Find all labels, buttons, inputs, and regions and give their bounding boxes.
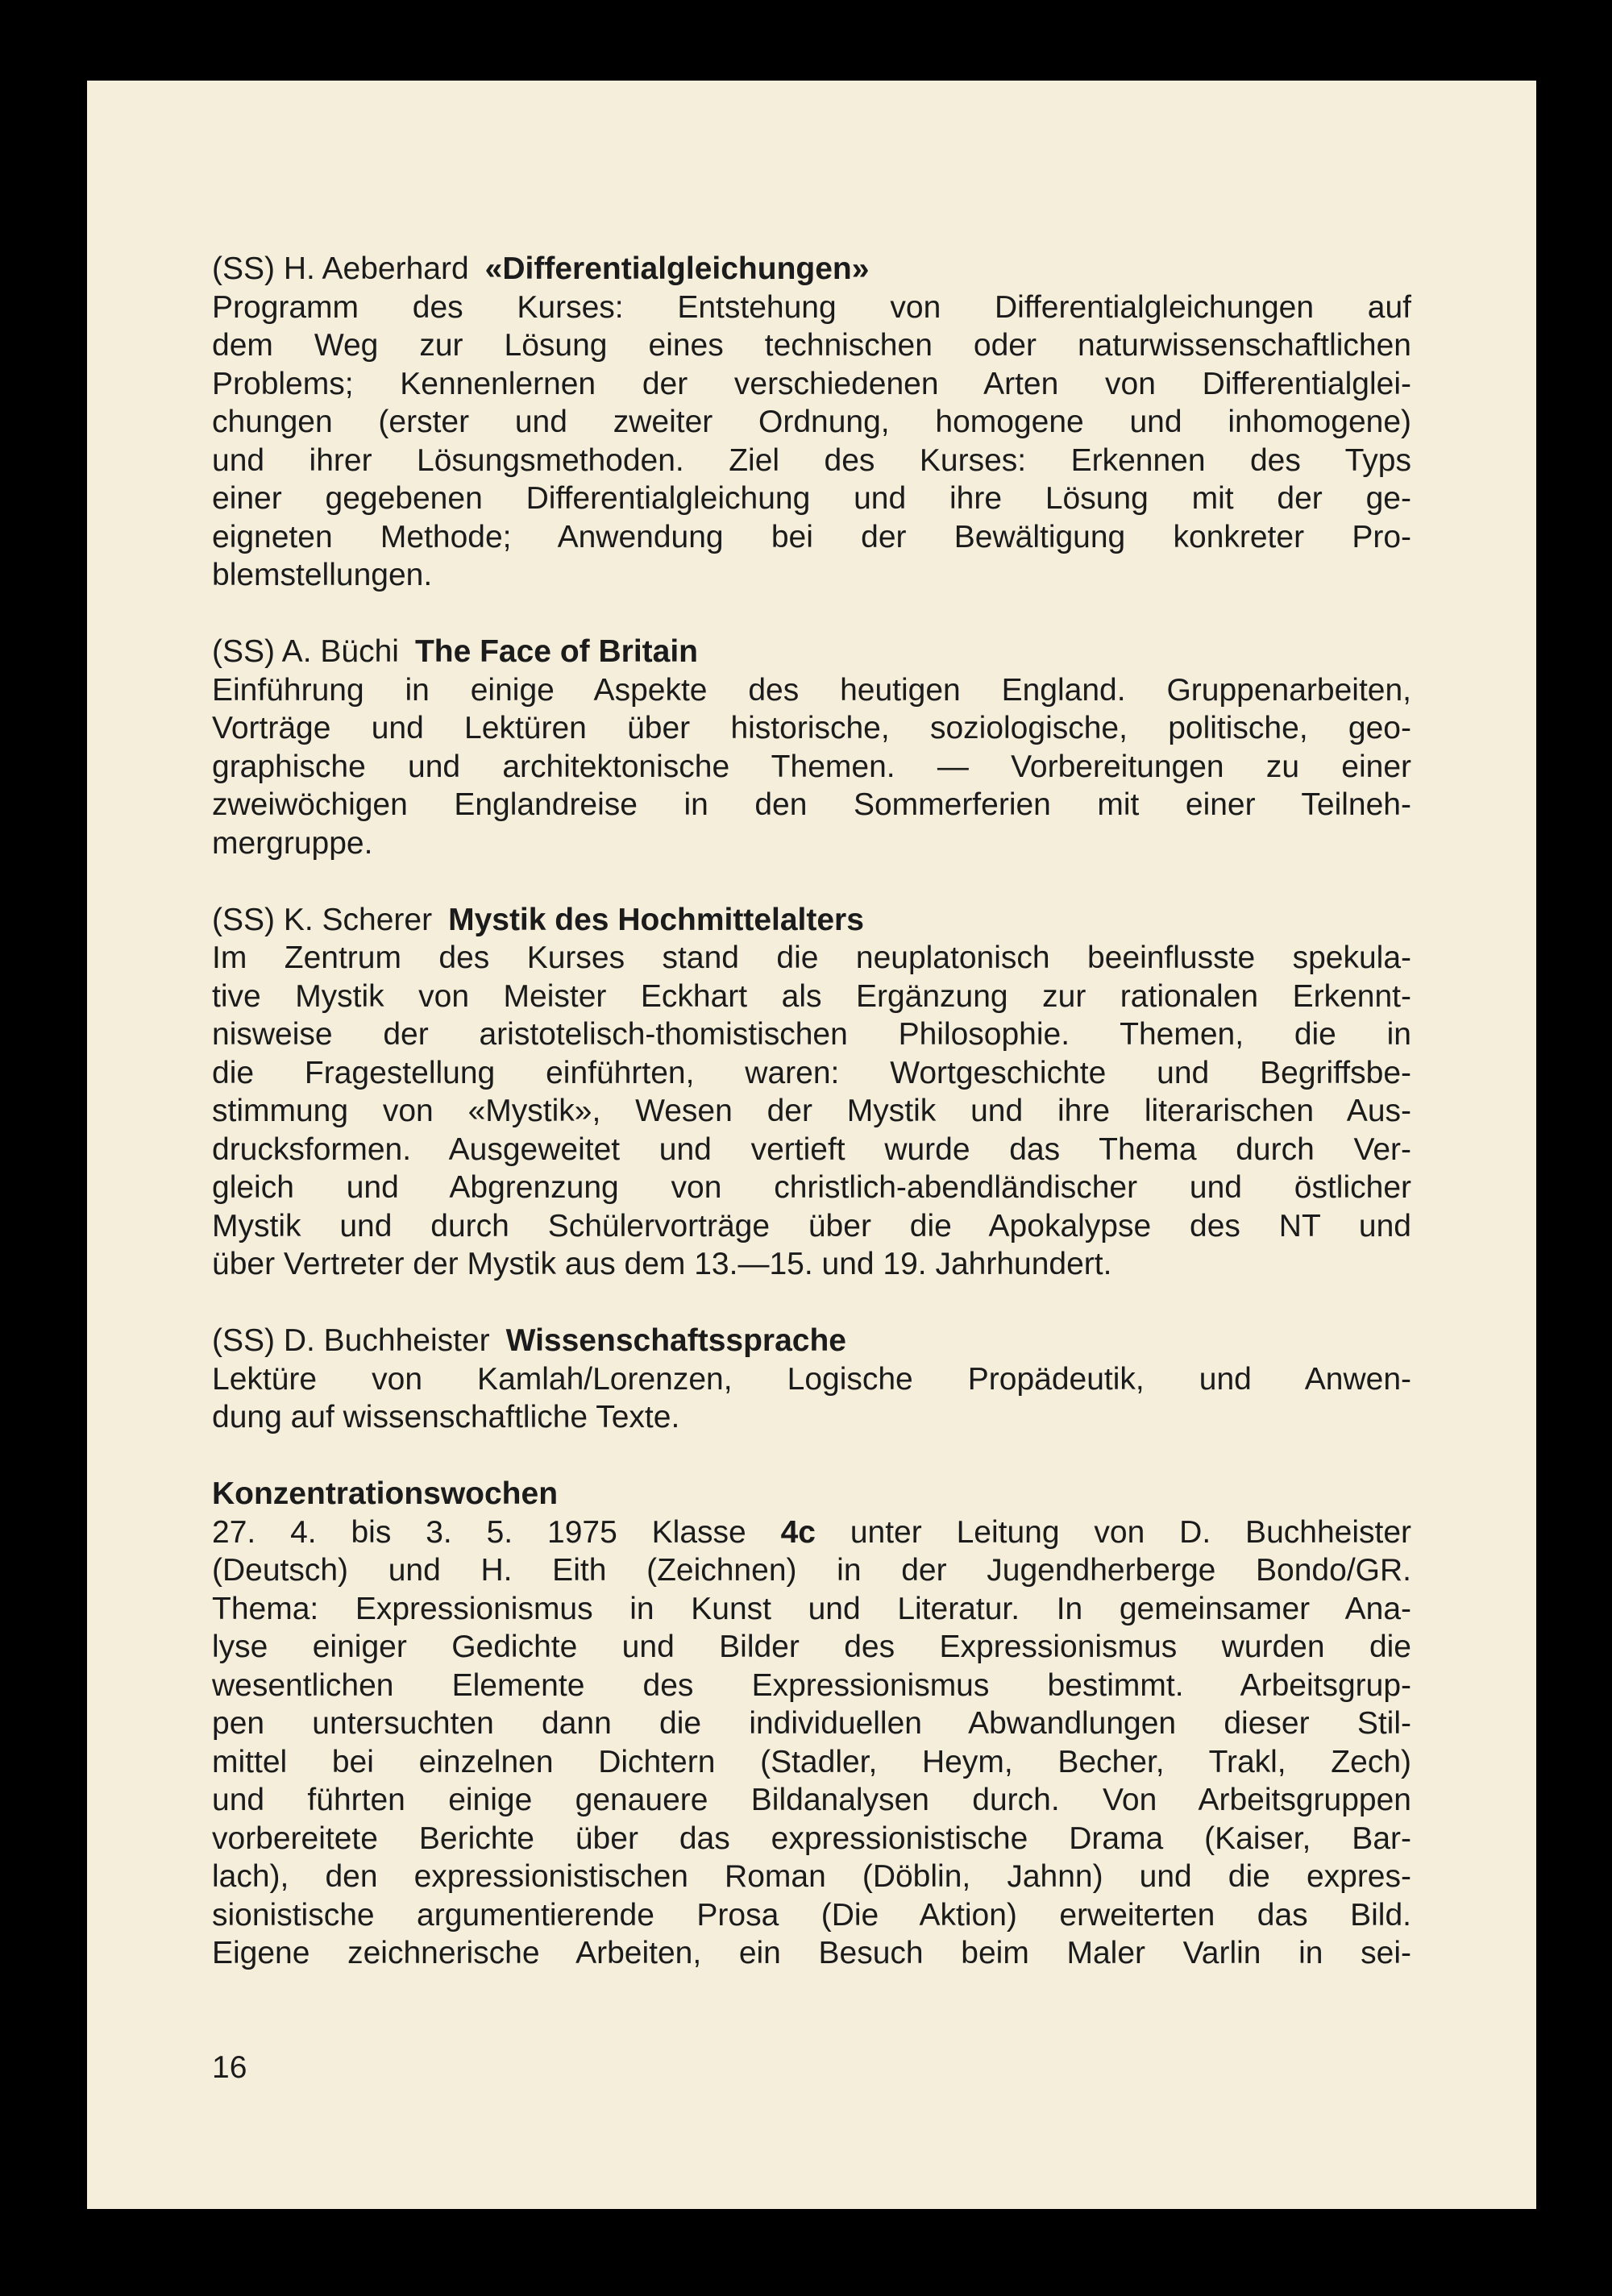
concentration-description [212, 1513, 1411, 1973]
text-line: chungen (erster und zweiter Ordnung, homogene und inhomogene) [212, 405, 1411, 439]
text-line: Problems; Kennenlernen der verschiedenen Arten von Differentialglei- [212, 366, 1411, 401]
course-header [212, 250, 1411, 289]
course-description [212, 289, 1411, 595]
section-heading: Konzentrationswochen [212, 1476, 559, 1511]
text-line: einer gegebenen Differentialgleichung und ihre Lösung mit der ge- [212, 481, 1411, 516]
text-line: tive Mystik von Meister Eckhart als Ergänzung zur rationalen Erkennt- [212, 978, 1411, 1014]
concentration-weeks-section [212, 1475, 1411, 1973]
course-title: Mystik des Hochmittelalters [448, 902, 864, 937]
course-header [212, 1322, 1411, 1360]
text-line-with-class [212, 1513, 1411, 1552]
text-line: lach), den expressionistischen Roman (Döblin, Jahnn) und die expres- [212, 1859, 1411, 1894]
text-line: zweiwöchigen Englandreise in den Sommerferien mit einer Teilneh- [212, 787, 1411, 822]
course-header [212, 901, 1411, 940]
course-section-mystik [212, 901, 1411, 1284]
text-line: Im Zentrum des Kurses stand die neuplatonisch beeinflusste spekula- [212, 940, 1411, 975]
course-section-differentialgleichungen [212, 250, 1411, 595]
course-teacher: (SS) D. Buchheister [212, 1323, 490, 1358]
text-line: lyse einiger Gedichte und Bilder des Expressionismus wurden die [212, 1630, 1411, 1664]
text-line: gleich und Abgrenzung von christlich-abendländischer und östlicher [212, 1170, 1411, 1205]
text-line: Thema: Expressionismus in Kunst und Literatur. In gemeinsamer Ana- [212, 1591, 1411, 1626]
text-line: blemstellungen. [212, 558, 433, 592]
course-description [212, 671, 1411, 863]
text-fragment: unter Leitung von D. Buchheister [815, 1514, 1412, 1550]
text-line: stimmung von «Mystik», Wesen der Mystik und ihre literarischen Aus- [212, 1094, 1411, 1128]
text-fragment: 27. 4. bis 3. 5. 1975 Klasse [212, 1514, 781, 1550]
text-line: Lektüre von Kamlah/Lorenzen, Logische Propädeutik, und Anwen- [212, 1361, 1411, 1397]
text-line: Mystik und durch Schülervorträge über die Apokalypse des NT und [212, 1208, 1411, 1243]
course-teacher: (SS) H. Aeberhard [212, 251, 469, 286]
course-title: Wissenschaftssprache [505, 1323, 846, 1358]
course-title: The Face of Britain [414, 634, 698, 669]
text-line: dung auf wissenschaftliche Texte. [212, 1400, 680, 1434]
text-line: sionistische argumentierende Prosa (Die Aktion) erweiterten das Bild. [212, 1897, 1411, 1933]
text-line: mittel bei einzelnen Dichtern (Stadler, Heym, Becher, Trakl, Zech) [212, 1744, 1411, 1779]
text-line: dem Weg zur Lösung eines technischen oder naturwissenschaftlichen [212, 328, 1411, 363]
text-line: die Fragestellung einführten, waren: Wortgeschichte und Begriffsbe- [212, 1055, 1411, 1090]
text-line: (Deutsch) und H. Eith (Zeichnen) in der Jugendherberge Bondo/GR. [212, 1553, 1411, 1588]
page-content [212, 250, 1411, 2011]
text-line: mergruppe. [212, 825, 373, 861]
page-number: 16 [212, 2050, 247, 2085]
text-line: und ihrer Lösungsmethoden. Ziel des Kurses: Erkennen des Typs [212, 442, 1411, 478]
course-header [212, 633, 1411, 671]
text-line: Eigene zeichnerische Arbeiten, ein Besuch beim Maler Varlin in sei- [212, 1936, 1411, 1970]
course-description [212, 939, 1411, 1284]
course-section-wissenschaftssprache [212, 1322, 1411, 1437]
course-title: «Differentialgleichungen» [484, 251, 870, 286]
text-line: Vorträge und Lektüren über historische, soziologische, politische, geo- [212, 711, 1411, 745]
course-teacher: (SS) K. Scherer [212, 902, 433, 937]
text-line: eigneten Methode; Anwendung bei der Bewältigung konkreter Pro- [212, 519, 1411, 554]
text-line: Programm des Kurses: Entstehung von Differentialgleichungen auf [212, 289, 1411, 325]
text-line: drucksformen. Ausgeweitet und vertieft wurde das Thema durch Ver- [212, 1131, 1411, 1167]
document-page [87, 81, 1536, 2209]
text-line: nisweise der aristotelisch-thomistischen Philosophie. Themen, die in [212, 1017, 1411, 1052]
text-line: graphische und architektonische Themen. — Vorbereitungen zu einer [212, 749, 1411, 784]
text-line: pen untersuchten dann die individuellen Abwandlungen dieser Stil- [212, 1706, 1411, 1741]
text-line: über Vertreter der Mystik aus dem 13.—15. und 19. Jahrhundert. [212, 1247, 1112, 1281]
course-description [212, 1360, 1411, 1437]
course-section-face-of-britain [212, 633, 1411, 862]
course-teacher: (SS) A. Büchi [212, 634, 399, 669]
text-line: Einführung in einige Aspekte des heutigen England. Gruppenarbeiten, [212, 672, 1411, 708]
class-label: 4c [780, 1514, 816, 1550]
text-line: vorbereitete Berichte über das expressionistische Drama (Kaiser, Bar- [212, 1821, 1411, 1856]
text-line: wesentlichen Elemente des Expressionismus bestimmt. Arbeitsgrup- [212, 1667, 1411, 1703]
text-line: und führten einige genauere Bildanalysen durch. Von Arbeitsgruppen [212, 1783, 1411, 1817]
